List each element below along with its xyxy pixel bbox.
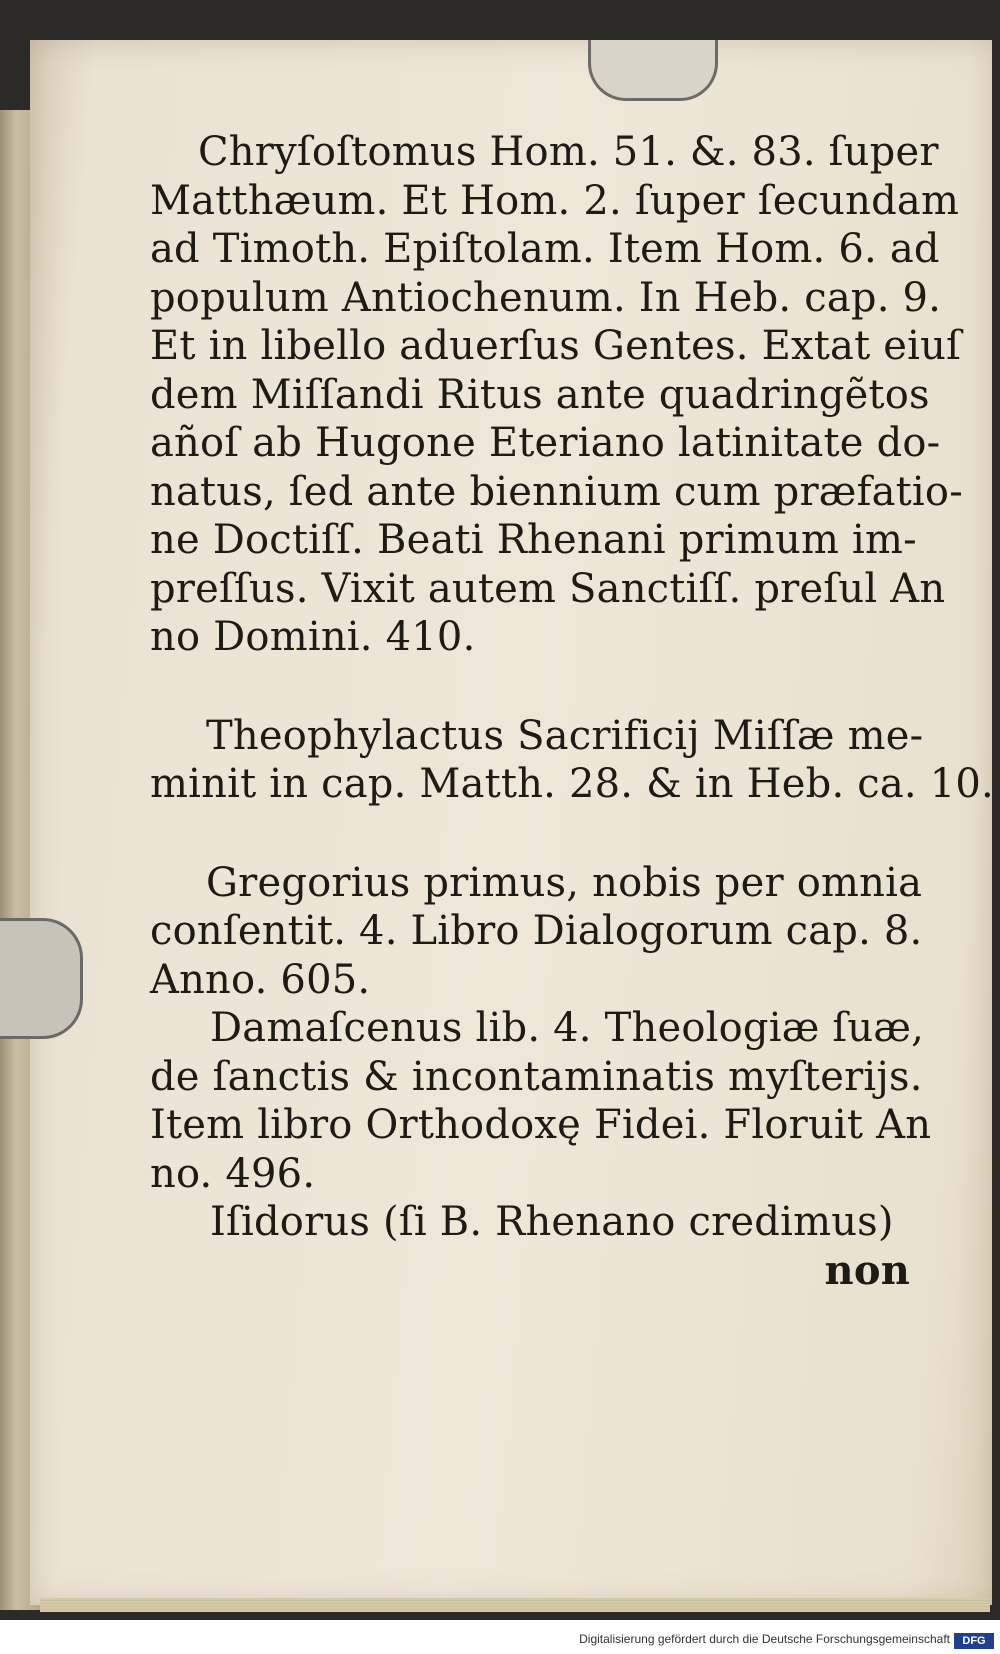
text-line: populum Antiochenum. In Heb. cap. 9.: [150, 274, 942, 321]
paragraph-theophylactus: [150, 712, 994, 809]
text-line: Anno. 605.: [150, 956, 371, 1003]
text-line: añoſ ab Hugone Eteriano latinitate do-: [150, 420, 941, 466]
text-line: ad Timoth. Epiſtolam. Item Hom. 6. ad: [150, 226, 940, 272]
paragraph-chrysostomus: [150, 128, 963, 662]
dfg-logo-icon: DFG: [954, 1633, 994, 1649]
clasp-top: [588, 40, 718, 101]
paragraph-isidorus: [150, 1198, 910, 1247]
text-line: minit in cap. Matth. 28. & in Heb. ca. 10.: [150, 761, 994, 807]
text-line: natus, ſed ante biennium cum præfatio-: [150, 468, 963, 515]
text-line: Matthæum. Et Hom. 2. ſuper ſecundam: [150, 177, 960, 224]
footer-bar: [0, 1630, 1000, 1654]
paragraph-gap: [150, 809, 910, 859]
page-edge: [40, 1598, 990, 1612]
paragraph-gregorius: [150, 859, 923, 1005]
text-line: no. 496.: [150, 1150, 316, 1197]
text-line: Damaſcenus lib. 4. Theologiæ ſuæ,: [210, 1005, 925, 1051]
text-line: de ſanctis & incontaminatis myſterijs.: [150, 1053, 923, 1100]
text-line: Et in libello aduerſus Gentes. Extat eiuſ: [150, 323, 962, 369]
text-line: dem Miſſandi Ritus ante quadringẽtos: [150, 371, 930, 418]
paragraph-damascenus: [150, 1004, 932, 1198]
text-line: Iſidorus (ſi B. Rhenano credimus): [210, 1199, 894, 1245]
text-line: conſentit. 4. Libro Dialogorum cap. 8.: [150, 908, 923, 954]
text-line: ne Doctiſſ. Beati Rhenani primum im-: [150, 517, 917, 563]
text-line: Item libro Orthodoxę Fidei. Floruit An: [150, 1102, 932, 1148]
clasp-left: [0, 918, 83, 1039]
paragraph-gap: [150, 662, 910, 712]
text-line: Theophylactus Sacrificij Miſſæ me-: [206, 712, 924, 759]
text-line: preſſus. Vixit autem Sanctiſſ. preſul An: [150, 565, 946, 612]
text-line: Gregorius primus, nobis per omnia: [206, 859, 923, 906]
catchword: non: [824, 1246, 910, 1294]
footer-credit: Digitalisierung gefördert durch die Deutsche Forschungsgemeinschaft: [579, 1632, 950, 1646]
text-line: Chryſoſtomus Hom. 51. &. 83. ſuper: [198, 129, 939, 175]
page-text: [150, 128, 994, 1295]
text-line: no Domini. 410.: [150, 614, 476, 660]
